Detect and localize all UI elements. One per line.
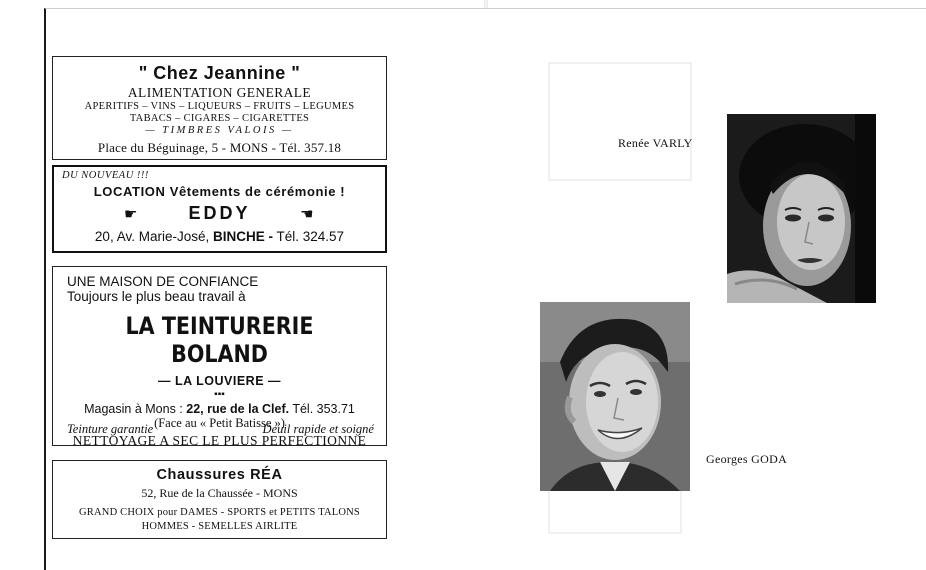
ad-boland-magasin-address: 22, rue de la Clef. (186, 402, 290, 416)
ad-eddy-address (54, 229, 385, 244)
ad-eddy-name: EDDY (188, 203, 251, 223)
ad-jeannine-line2: TABACS – CIGARES – CIGARETTES (129, 113, 310, 124)
ad-boland-magasin-tel: Tél. 353.71 (292, 402, 355, 416)
ad-boland-nettoyage: NETTOYAGE A SEC LE PLUS PERFECTIONNE (72, 433, 367, 448)
ad-chaussures-rea (52, 460, 387, 539)
ad-boland-dots: ▪▪▪ (214, 389, 225, 400)
ad-eddy-location: LOCATION Vêtements de cérémonie ! (93, 184, 346, 199)
ad-eddy-address-prefix: 20, Av. Marie-José, (94, 229, 210, 244)
ad-eddy-nouveau: DU NOUVEAU !!! (62, 170, 149, 181)
ad-jeannine-line1: APERITIFS – VINS – LIQUEURS – FRUITS – LEGUMES (84, 101, 355, 112)
ad-eddy-address-city: BINCHE - (213, 229, 273, 244)
show-through-box-1 (548, 62, 692, 181)
ad-boland-magasin (53, 402, 386, 416)
ad-rea-line1: GRAND CHOIX pour DAMES - SPORTS et PETITS TALONS (79, 507, 360, 518)
ad-boland-city: — LA LOUVIERE — (157, 374, 281, 388)
portrait-georges-goda (540, 302, 690, 491)
ad-boland-name: LA TEINTURERIE BOLAND (125, 312, 314, 368)
ad-boland-deuil: Deuil rapide et soigné (262, 422, 374, 436)
ad-rea-line2: HOMMES - SEMELLES AIRLITE (141, 521, 298, 532)
portrait-renee-varly (727, 114, 876, 303)
ad-boland-line2: Toujours le plus beau travail à (67, 289, 246, 304)
ad-jeannine-title: " Chez Jeannine " (138, 63, 301, 83)
ad-chez-jeannine (52, 56, 387, 160)
ad-teinturerie-boland (52, 266, 387, 446)
pointing-hand-right-icon: ☛ (124, 207, 138, 223)
caption-georges-goda: Georges GODA (706, 452, 788, 466)
ad-boland-face: (Face au « Petit Batisse ») (154, 416, 285, 430)
ad-boland-line1: UNE MAISON DE CONFIANCE (67, 274, 259, 289)
ad-jeannine-address: Place du Béguinage, 5 - MONS - Tél. 357.18 (97, 140, 342, 155)
ad-boland-teinture: Teinture garantie (67, 422, 154, 436)
ad-jeannine-subtitle: ALIMENTATION GENERALE (127, 85, 312, 100)
ad-rea-address: 52, Rue de la Chaussée - MONS (141, 486, 298, 500)
ad-rea-title: Chaussures RÉA (156, 467, 283, 483)
ad-eddy (52, 165, 387, 253)
pointing-hand-left-icon: ☛ (300, 207, 314, 223)
ad-boland-bottom (67, 422, 374, 437)
ad-eddy-address-tel: Tél. 324.57 (276, 229, 345, 244)
ad-jeannine-line3: — TIMBRES VALOIS — (145, 125, 294, 136)
ad-boland-magasin-prefix: Magasin à Mons : (84, 402, 183, 416)
caption-renee-varly: Renée VARLY (618, 136, 693, 150)
